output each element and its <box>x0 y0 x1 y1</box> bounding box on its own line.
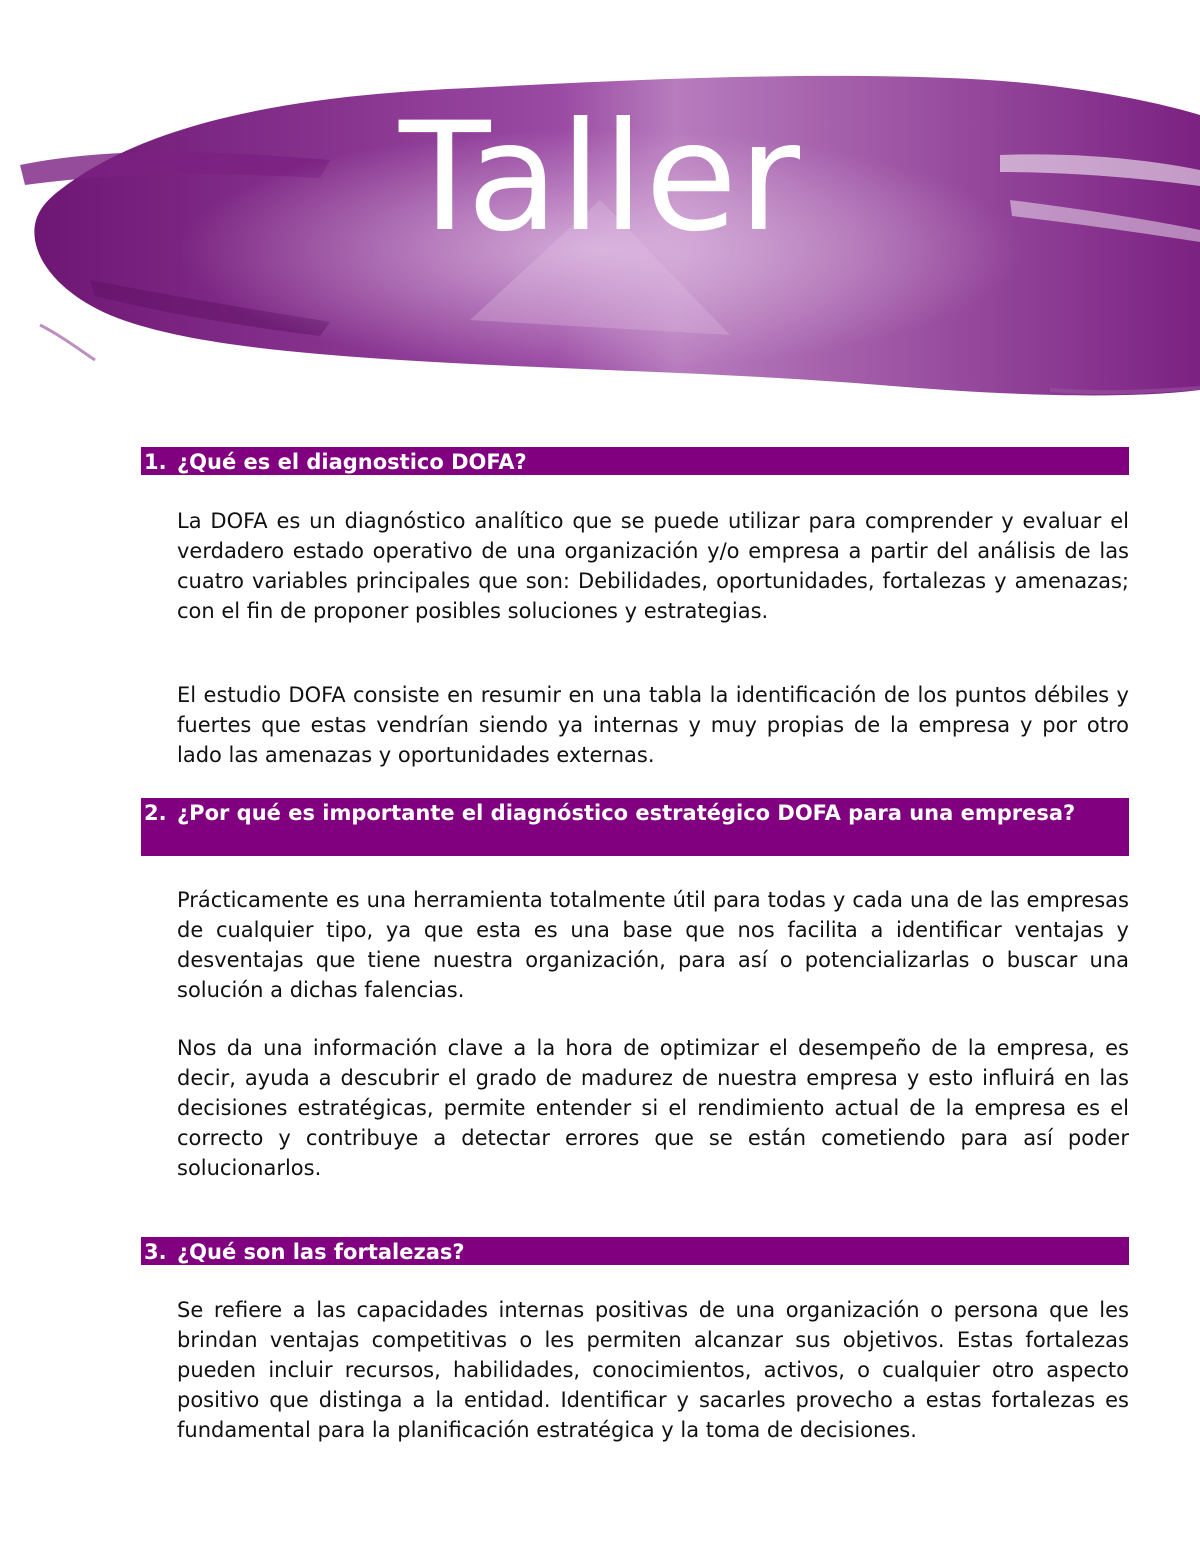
section-1-heading <box>141 447 1129 475</box>
section-3-number: 3. <box>144 1240 167 1264</box>
section-1-number: 1. <box>144 450 167 474</box>
section-3-paragraph-1: Se refiere a las capacidades internas positivas de una organización o persona que les brindan ventajas competitivas o les permiten alcanzar sus objetivos. Estas fortalezas pueden incluir recursos, habilidades, conocimientos, activos, o cualquier otro aspecto positivo que distinga a la entidad. Identificar y sacarles provecho a estas fortalezas es fundamental para la planificación estratégica y la toma de decisiones. <box>177 1298 1129 1442</box>
section-2-paragraph-1: Prácticamente es una herramienta totalmente útil para todas y cada una de las empresas de cualquier tipo, ya que esta es una base que nos facilita a identificar ventajas y desventajas que tiene nuestra organización, para así o potencializarlas o buscar una solución a dichas falencias. <box>177 888 1129 1002</box>
section-1-question: ¿Qué es el diagnostico DOFA? <box>177 450 527 474</box>
section-3-heading <box>141 1237 1129 1265</box>
section-2-paragraph-2: Nos da una información clave a la hora de optimizar el desempeño de la empresa, es decir, ayuda a descubrir el grado de madurez de nuestra empresa y esto influirá en las decisiones estratégicas, permite entender si el rendimiento actual de la empresa es el correcto y contribuye a detectar errores que se están cometiendo para así poder solucionarlos. <box>177 1036 1129 1180</box>
section-1-paragraph-1: La DOFA es un diagnóstico analítico que se puede utilizar para comprender y evaluar el verdadero estado operativo de una organización y/o empresa a partir del análisis de las cuatro variables principales que son: Debilidades, oportunidades, fortalezas y amenazas; con el fin de proponer posibles soluciones y estrategias. <box>177 509 1129 623</box>
section-1-paragraph-2: El estudio DOFA consiste en resumir en una tabla la identificación de los puntos débiles y fuertes que estas vendrían siendo ya internas y muy propias de la empresa y por otro lado las amenazas y oportunidades externas. <box>177 683 1129 767</box>
section-2-number: 2. <box>144 801 167 825</box>
section-3-question: ¿Qué son las fortalezas? <box>177 1240 465 1264</box>
section-2-question: ¿Por qué es importante el diagnóstico estratégico DOFA para una empresa? <box>177 801 1076 825</box>
title-banner <box>0 60 1200 405</box>
section-2-heading <box>141 798 1129 856</box>
page-title: Taller <box>398 91 802 265</box>
